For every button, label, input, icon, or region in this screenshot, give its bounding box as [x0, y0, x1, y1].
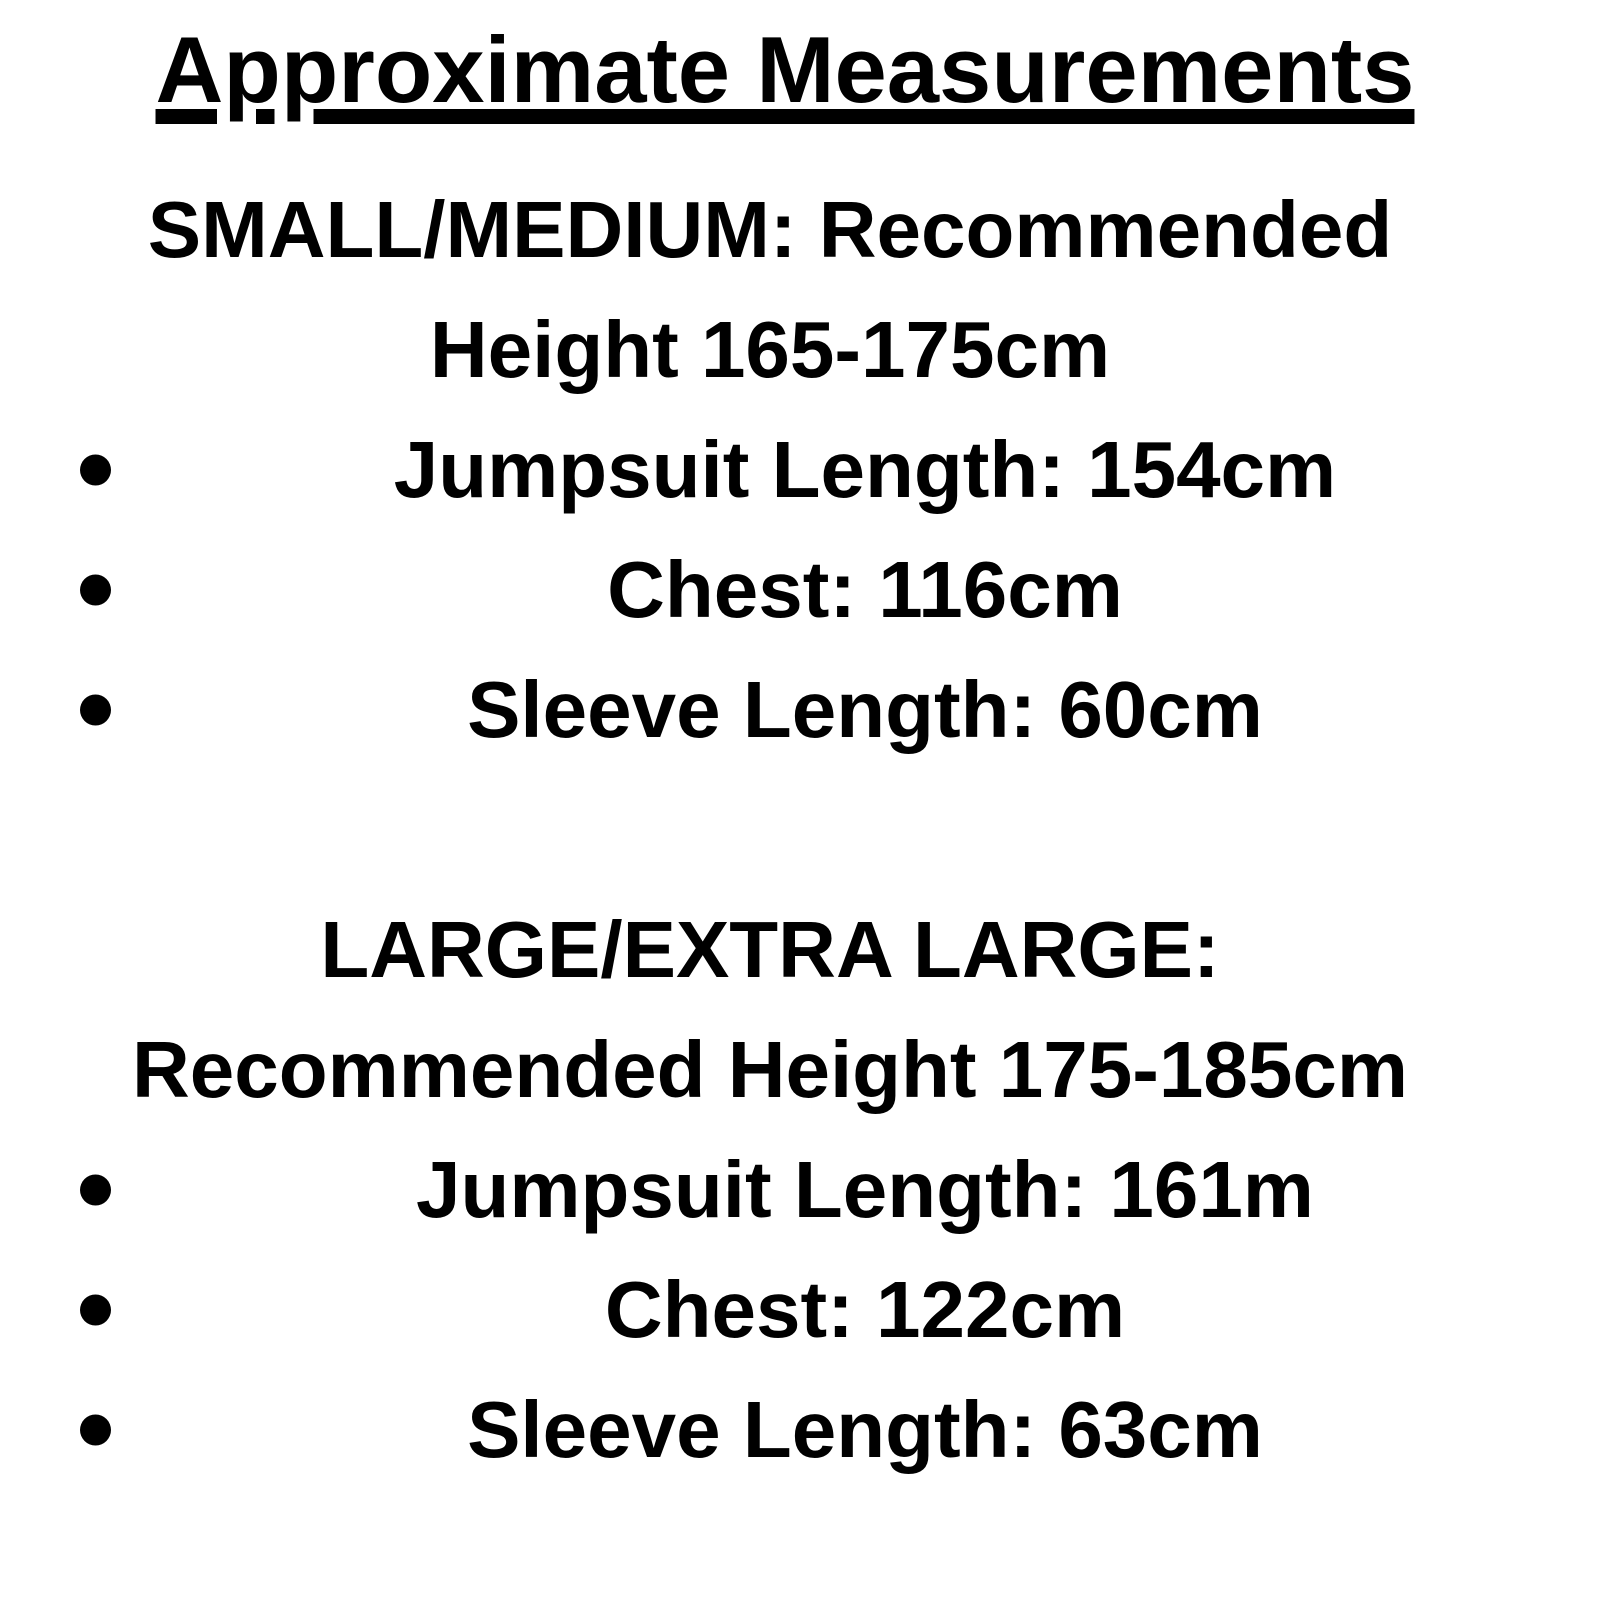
- bullet-text-sleeve-length: Sleeve Length: 60cm: [467, 665, 1263, 754]
- section-header-line-1: LARGE/EXTRA LARGE:: [320, 905, 1220, 994]
- section-header-line-1: SMALL/MEDIUM: Recommended: [147, 185, 1393, 274]
- list-item: [0, 410, 1600, 530]
- bullet-text-jumpsuit-length: Jumpsuit Length: 161m: [416, 1145, 1314, 1234]
- section-small-medium: [0, 170, 1600, 770]
- section-header-line-2: Recommended Height 175-185cm: [131, 1025, 1408, 1114]
- bullet-icon: [80, 695, 111, 726]
- page-title: Approximate Measurements: [155, 17, 1415, 122]
- bullet-icon: [80, 1295, 111, 1326]
- list-item: [0, 1130, 1600, 1250]
- bullet-icon: [80, 1415, 111, 1446]
- bullet-icon: [80, 455, 111, 486]
- bullet-text-jumpsuit-length: Jumpsuit Length: 154cm: [393, 425, 1337, 514]
- bullet-text-chest: Chest: 122cm: [604, 1265, 1126, 1354]
- bullet-text-chest: Chest: 116cm: [607, 545, 1123, 634]
- bullet-icon: [80, 1175, 111, 1206]
- list-item: [0, 1370, 1600, 1490]
- section-header-line-2: Height 165-175cm: [429, 305, 1111, 394]
- list-item: [0, 530, 1600, 650]
- list-item: [0, 650, 1600, 770]
- bullet-text-sleeve-length: Sleeve Length: 63cm: [467, 1385, 1263, 1474]
- list-item: [0, 1250, 1600, 1370]
- bullet-icon: [80, 575, 111, 606]
- section-large-extra-large: [0, 890, 1600, 1490]
